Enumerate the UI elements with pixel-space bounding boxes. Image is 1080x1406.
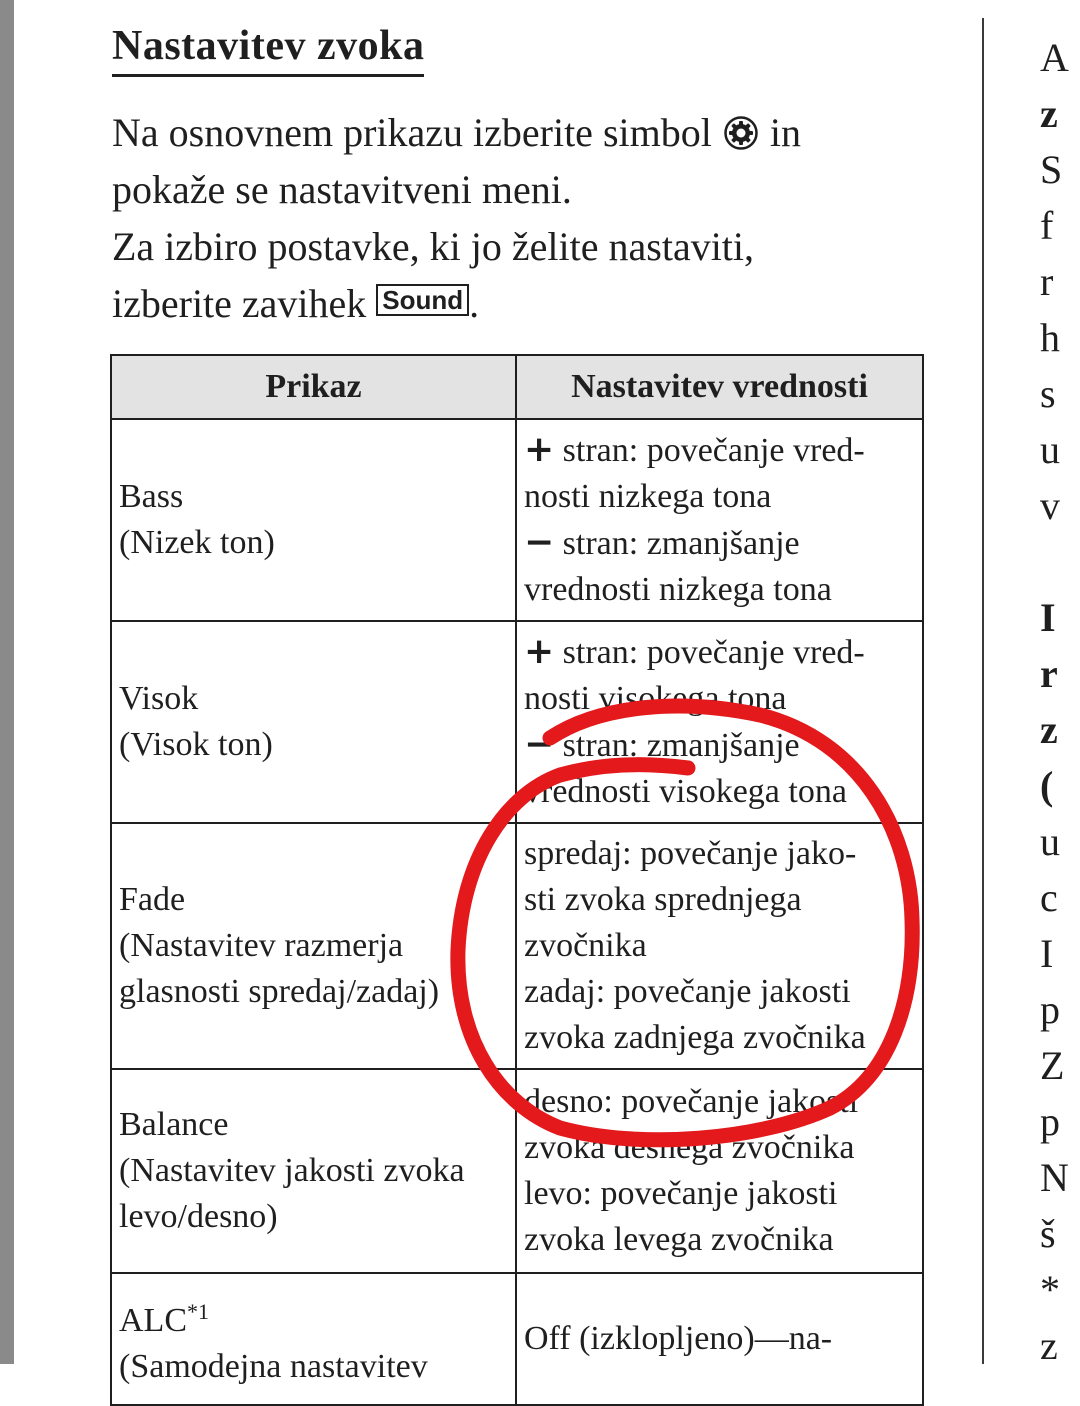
fragment-line: u: [1040, 819, 1060, 864]
fragment-line: h: [1040, 315, 1060, 360]
minus-icon: −: [524, 522, 555, 563]
fragment-line: p: [1040, 987, 1060, 1032]
fragment-line: c: [1040, 875, 1058, 920]
fragment-line: I: [1040, 595, 1056, 640]
footnote-marker: *1: [187, 1298, 209, 1324]
intro-line4-start: izberite zavihek: [112, 281, 367, 326]
display-cell: [111, 823, 516, 1069]
display-line: (Nastavitev jakosti zvoka: [119, 1152, 465, 1189]
value-line: [524, 629, 915, 676]
table-row: [111, 419, 923, 621]
sound-tab-label: Sound: [376, 284, 469, 316]
table-row: [111, 1273, 923, 1405]
column-divider: [982, 18, 984, 1364]
value-text: stran: povečanje vred-: [562, 634, 865, 671]
value-text: stran: povečanje vred-: [562, 432, 865, 469]
fragment-line: A: [1040, 35, 1069, 80]
header-value: Nastavitev vrednosti: [516, 355, 923, 419]
display-line: Balance: [119, 1106, 229, 1143]
display-line: (Nastavitev razmerja: [119, 927, 404, 964]
intro-paragraph: [112, 104, 942, 332]
value-text: stran: zmanjšanje: [562, 727, 800, 764]
value-line: spredaj: povečanje jako-: [524, 835, 857, 872]
table-row: [111, 1069, 923, 1273]
display-line: Fade: [119, 881, 186, 918]
page-edge-shadow: [0, 0, 14, 1364]
value-line: desno: povečanje jakosti: [524, 1083, 859, 1120]
value-line: [524, 722, 915, 769]
fragment-line: s: [1040, 371, 1056, 416]
fragment-line: Z: [1040, 1043, 1065, 1088]
fragment-line: r: [1040, 259, 1054, 304]
fragment-line: f: [1040, 203, 1054, 248]
fragment-line: S: [1040, 147, 1063, 192]
sound-settings-table: [110, 354, 924, 1406]
fragment-line: [1040, 534, 1080, 590]
display-cell: [111, 1273, 516, 1405]
display-cell: [111, 419, 516, 621]
display-line: [119, 1289, 508, 1344]
intro-line1-start: Na osnovnem prikazu izberite simbol: [112, 110, 712, 155]
display-line: (Visok ton): [119, 726, 273, 763]
display-line: levo/desno): [119, 1198, 278, 1235]
display-line: (Nizek ton): [119, 524, 275, 561]
table-header-row: [111, 355, 923, 419]
value-line: vrednosti nizkega tona: [524, 571, 832, 608]
fragment-line: r: [1040, 651, 1058, 696]
fragment-line: z: [1040, 1323, 1058, 1368]
fragment-line: z: [1040, 707, 1058, 752]
value-line: [524, 520, 915, 567]
display-line: (Samodejna nastavitev: [119, 1347, 428, 1385]
fragment-line: *: [1040, 1267, 1060, 1312]
intro-line2: pokaže se nastavitveni meni.: [112, 167, 572, 212]
display-line: glasnosti spredaj/zadaj): [119, 973, 440, 1010]
intro-line1-end: in: [769, 110, 801, 155]
display-line: Bass: [119, 478, 184, 515]
table-row: [111, 621, 923, 823]
fragment-line: (: [1040, 763, 1054, 808]
fragment-line: I: [1040, 931, 1054, 976]
value-line: zvoka desnega zvočnika: [524, 1129, 855, 1166]
header-display: Prikaz: [111, 355, 516, 419]
fragment-line: u: [1040, 427, 1060, 472]
value-cell: [516, 823, 923, 1069]
plus-icon: +: [524, 429, 555, 470]
table-row: [111, 823, 923, 1069]
fragment-line: š: [1040, 1211, 1056, 1256]
value-text: stran: zmanjšanje: [562, 525, 800, 562]
value-line: nosti visokega tona: [524, 680, 787, 717]
value-line: zvoka zadnjega zvočnika: [524, 1019, 866, 1056]
minus-icon: −: [524, 724, 555, 765]
next-column-fragment: [1040, 30, 1080, 1374]
value-cell: [516, 419, 923, 621]
value-line: nosti nizkega tona: [524, 478, 772, 515]
value-line: Off (izklopljeno)—na-: [524, 1320, 833, 1357]
value-cell: [516, 1273, 923, 1405]
section-heading: Nastavitev zvoka: [112, 18, 424, 77]
display-line: Visok: [119, 680, 199, 717]
value-line: zvoka levega zvočnika: [524, 1221, 834, 1258]
fragment-line: z: [1040, 91, 1058, 136]
gear-icon: [724, 116, 758, 150]
intro-line3: Za izbiro postavke, ki jo želite nastaviti,: [112, 224, 755, 269]
fragment-line: p: [1040, 1099, 1060, 1144]
value-line: vrednosti visokega tona: [524, 773, 847, 810]
display-cell: [111, 1069, 516, 1273]
fragment-line: N: [1040, 1155, 1069, 1200]
value-line: [524, 427, 915, 474]
value-cell: [516, 621, 923, 823]
display-cell: [111, 621, 516, 823]
intro-line4-end: .: [469, 281, 480, 326]
fragment-line: v: [1040, 483, 1060, 528]
value-line: zvočnika: [524, 927, 647, 964]
display-text: ALC: [119, 1301, 187, 1339]
value-line: sti zvoka sprednjega: [524, 881, 802, 918]
value-line: zadaj: povečanje jakosti: [524, 973, 851, 1010]
plus-icon: +: [524, 631, 555, 672]
value-line: levo: povečanje jakosti: [524, 1175, 838, 1212]
value-cell: [516, 1069, 923, 1273]
